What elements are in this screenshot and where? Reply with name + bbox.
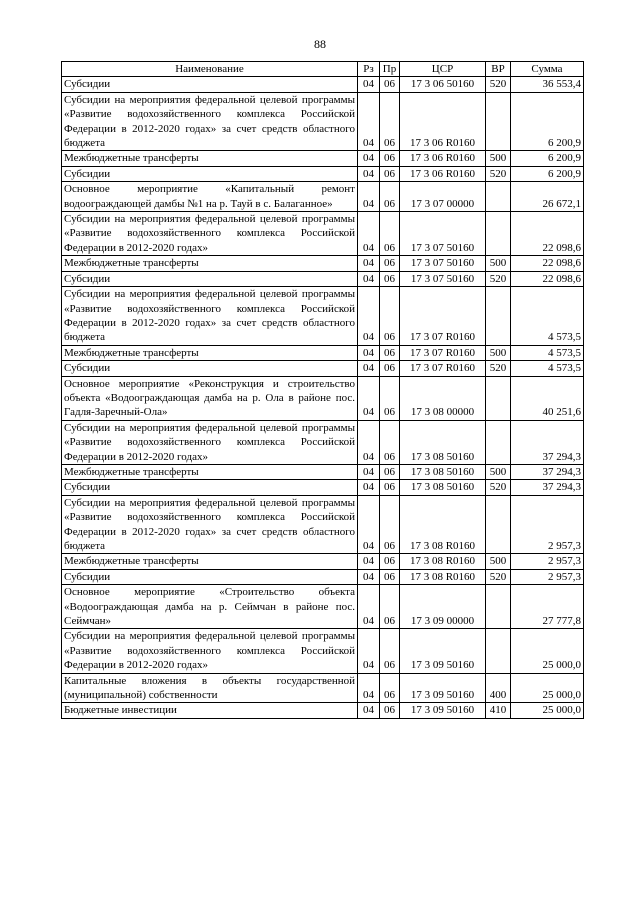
row-vr: 520 — [486, 271, 511, 286]
row-sum: 37 294,3 — [511, 420, 584, 464]
row-vr — [486, 585, 511, 629]
row-pr: 06 — [380, 673, 400, 703]
page-number: 88 — [314, 37, 326, 51]
row-sum: 25 000,0 — [511, 673, 584, 703]
table-row — [62, 182, 584, 212]
table-row — [62, 480, 584, 495]
row-rz: 04 — [358, 480, 380, 495]
row-rz: 04 — [358, 256, 380, 271]
row-csr: 17 3 06 R0160 — [400, 151, 486, 166]
header-vr: ВР — [486, 62, 511, 77]
row-csr: 17 3 08 50160 — [400, 480, 486, 495]
header-pr: Пр — [380, 62, 400, 77]
row-vr: 520 — [486, 166, 511, 181]
row-pr: 06 — [380, 585, 400, 629]
row-sum: 2 957,3 — [511, 569, 584, 584]
row-vr: 500 — [486, 464, 511, 479]
row-pr: 06 — [380, 554, 400, 569]
row-rz: 04 — [358, 554, 380, 569]
row-csr: 17 3 07 R0160 — [400, 361, 486, 376]
row-vr: 520 — [486, 77, 511, 92]
row-csr: 17 3 08 R0160 — [400, 569, 486, 584]
row-sum: 25 000,0 — [511, 703, 584, 718]
row-name: Субсидии на мероприятия федеральной целевой программы «Развитие водохозяйственного комплекса Российской Федерации в 2012-2020 годах» за счет средств областного бюджета — [62, 92, 358, 151]
row-name: Субсидии — [62, 166, 358, 181]
row-name: Субсидии — [62, 569, 358, 584]
row-rz: 04 — [358, 495, 380, 554]
row-name: Субсидии на мероприятия федеральной целевой программы «Развитие водохозяйственного комплекса Российской Федерации в 2012-2020 годах» — [62, 629, 358, 673]
row-vr — [486, 287, 511, 346]
table-row — [62, 92, 584, 151]
table-row — [62, 271, 584, 286]
row-rz: 04 — [358, 287, 380, 346]
row-sum: 4 573,5 — [511, 361, 584, 376]
row-pr: 06 — [380, 151, 400, 166]
row-csr: 17 3 07 50160 — [400, 212, 486, 256]
row-name: Межбюджетные трансферты — [62, 345, 358, 360]
row-rz: 04 — [358, 212, 380, 256]
row-sum: 4 573,5 — [511, 345, 584, 360]
row-pr: 06 — [380, 256, 400, 271]
row-name: Межбюджетные трансферты — [62, 554, 358, 569]
row-csr: 17 3 09 50160 — [400, 703, 486, 718]
row-pr: 06 — [380, 345, 400, 360]
row-rz: 04 — [358, 166, 380, 181]
row-csr: 17 3 06 R0160 — [400, 166, 486, 181]
row-vr: 520 — [486, 361, 511, 376]
row-sum: 37 294,3 — [511, 480, 584, 495]
table-row — [62, 554, 584, 569]
row-pr: 06 — [380, 703, 400, 718]
row-pr: 06 — [380, 287, 400, 346]
row-name: Субсидии на мероприятия федеральной целевой программы «Развитие водохозяйственного комплекса Российской Федерации в 2012-2020 годах» за счет средств областного бюджета — [62, 287, 358, 346]
row-pr: 06 — [380, 464, 400, 479]
row-csr: 17 3 09 50160 — [400, 629, 486, 673]
row-csr: 17 3 08 50160 — [400, 464, 486, 479]
row-vr — [486, 92, 511, 151]
row-rz: 04 — [358, 673, 380, 703]
row-name: Субсидии — [62, 361, 358, 376]
row-sum: 22 098,6 — [511, 212, 584, 256]
row-sum: 36 553,4 — [511, 77, 584, 92]
row-csr: 17 3 08 R0160 — [400, 554, 486, 569]
row-csr: 17 3 06 50160 — [400, 77, 486, 92]
header-csr: ЦСР — [400, 62, 486, 77]
row-name: Межбюджетные трансферты — [62, 256, 358, 271]
row-vr: 500 — [486, 345, 511, 360]
row-rz: 04 — [358, 151, 380, 166]
row-vr: 520 — [486, 569, 511, 584]
row-sum: 6 200,9 — [511, 92, 584, 151]
table-row — [62, 361, 584, 376]
row-pr: 06 — [380, 420, 400, 464]
row-csr: 17 3 06 R0160 — [400, 92, 486, 151]
row-sum: 4 573,5 — [511, 287, 584, 346]
row-csr: 17 3 07 R0160 — [400, 345, 486, 360]
row-csr: 17 3 08 R0160 — [400, 495, 486, 554]
header-name: Наименование — [62, 62, 358, 77]
row-name: Субсидии на мероприятия федеральной целевой программы «Развитие водохозяйственного комплекса Российской Федерации в 2012-2020 годах» — [62, 212, 358, 256]
row-rz: 04 — [358, 271, 380, 286]
row-rz: 04 — [358, 585, 380, 629]
row-rz: 04 — [358, 629, 380, 673]
row-vr: 500 — [486, 256, 511, 271]
row-pr: 06 — [380, 212, 400, 256]
row-vr — [486, 212, 511, 256]
row-sum: 22 098,6 — [511, 256, 584, 271]
row-vr: 520 — [486, 480, 511, 495]
table-row — [62, 376, 584, 420]
row-rz: 04 — [358, 361, 380, 376]
row-rz: 04 — [358, 77, 380, 92]
table-row — [62, 151, 584, 166]
table-row — [62, 287, 584, 346]
row-rz: 04 — [358, 569, 380, 584]
row-sum: 25 000,0 — [511, 629, 584, 673]
row-sum: 26 672,1 — [511, 182, 584, 212]
table-row — [62, 703, 584, 718]
row-name: Бюджетные инвестиции — [62, 703, 358, 718]
row-csr: 17 3 09 00000 — [400, 585, 486, 629]
row-name: Субсидии на мероприятия федеральной целевой программы «Развитие водохозяйственного комплекса Российской Федерации в 2012-2020 годах» за счет средств областного бюджета — [62, 495, 358, 554]
row-rz: 04 — [358, 92, 380, 151]
row-vr: 500 — [486, 554, 511, 569]
table-row — [62, 585, 584, 629]
row-name: Субсидии — [62, 480, 358, 495]
header-row — [62, 62, 584, 77]
row-pr: 06 — [380, 77, 400, 92]
row-csr: 17 3 07 50160 — [400, 271, 486, 286]
row-sum: 40 251,6 — [511, 376, 584, 420]
row-vr — [486, 182, 511, 212]
row-sum: 22 098,6 — [511, 271, 584, 286]
row-vr — [486, 495, 511, 554]
row-pr: 06 — [380, 569, 400, 584]
row-name: Субсидии — [62, 77, 358, 92]
row-pr: 06 — [380, 480, 400, 495]
row-pr: 06 — [380, 376, 400, 420]
table-row — [62, 77, 584, 92]
row-vr — [486, 629, 511, 673]
row-name: Основное мероприятие «Строительство объекта «Водоограждающая дамба на р. Сеймчан в районе пос. Сеймчан» — [62, 585, 358, 629]
row-name: Межбюджетные трансферты — [62, 151, 358, 166]
table-row — [62, 212, 584, 256]
budget-table — [61, 61, 584, 719]
table-row — [62, 166, 584, 181]
row-name: Основное мероприятие «Капитальный ремонт водоограждающей дамбы №1 на р. Тауй в с. Балаганное» — [62, 182, 358, 212]
table-row — [62, 464, 584, 479]
row-sum: 6 200,9 — [511, 166, 584, 181]
row-pr: 06 — [380, 182, 400, 212]
row-rz: 04 — [358, 345, 380, 360]
row-csr: 17 3 07 R0160 — [400, 287, 486, 346]
row-csr: 17 3 07 50160 — [400, 256, 486, 271]
row-vr: 400 — [486, 673, 511, 703]
row-pr: 06 — [380, 629, 400, 673]
row-sum: 37 294,3 — [511, 464, 584, 479]
row-rz: 04 — [358, 703, 380, 718]
row-sum: 6 200,9 — [511, 151, 584, 166]
row-csr: 17 3 08 50160 — [400, 420, 486, 464]
header-sum: Сумма — [511, 62, 584, 77]
row-sum: 2 957,3 — [511, 554, 584, 569]
row-pr: 06 — [380, 166, 400, 181]
row-vr: 410 — [486, 703, 511, 718]
row-pr: 06 — [380, 92, 400, 151]
row-sum: 2 957,3 — [511, 495, 584, 554]
row-vr: 500 — [486, 151, 511, 166]
row-pr: 06 — [380, 271, 400, 286]
table-row — [62, 673, 584, 703]
row-name: Межбюджетные трансферты — [62, 464, 358, 479]
row-pr: 06 — [380, 361, 400, 376]
row-pr: 06 — [380, 495, 400, 554]
table-row — [62, 420, 584, 464]
row-rz: 04 — [358, 182, 380, 212]
row-rz: 04 — [358, 464, 380, 479]
row-name: Субсидии на мероприятия федеральной целевой программы «Развитие водохозяйственного комплекса Российской Федерации в 2012-2020 годах» — [62, 420, 358, 464]
table-body — [62, 77, 584, 718]
row-csr: 17 3 07 00000 — [400, 182, 486, 212]
row-csr: 17 3 09 50160 — [400, 673, 486, 703]
row-csr: 17 3 08 00000 — [400, 376, 486, 420]
table-row — [62, 495, 584, 554]
row-rz: 04 — [358, 376, 380, 420]
table-row — [62, 569, 584, 584]
table-row — [62, 629, 584, 673]
row-sum: 27 777,8 — [511, 585, 584, 629]
row-vr — [486, 376, 511, 420]
row-rz: 04 — [358, 420, 380, 464]
table-row — [62, 256, 584, 271]
row-vr — [486, 420, 511, 464]
table-row — [62, 345, 584, 360]
row-name: Основное мероприятие «Реконструкция и строительство объекта «Водоограждающая дамба на р. Ола в районе пос. Гадля-Заречный-Ола» — [62, 376, 358, 420]
row-name: Капитальные вложения в объекты государственной (муниципальной) собственности — [62, 673, 358, 703]
row-name: Субсидии — [62, 271, 358, 286]
header-rz: Рз — [358, 62, 380, 77]
